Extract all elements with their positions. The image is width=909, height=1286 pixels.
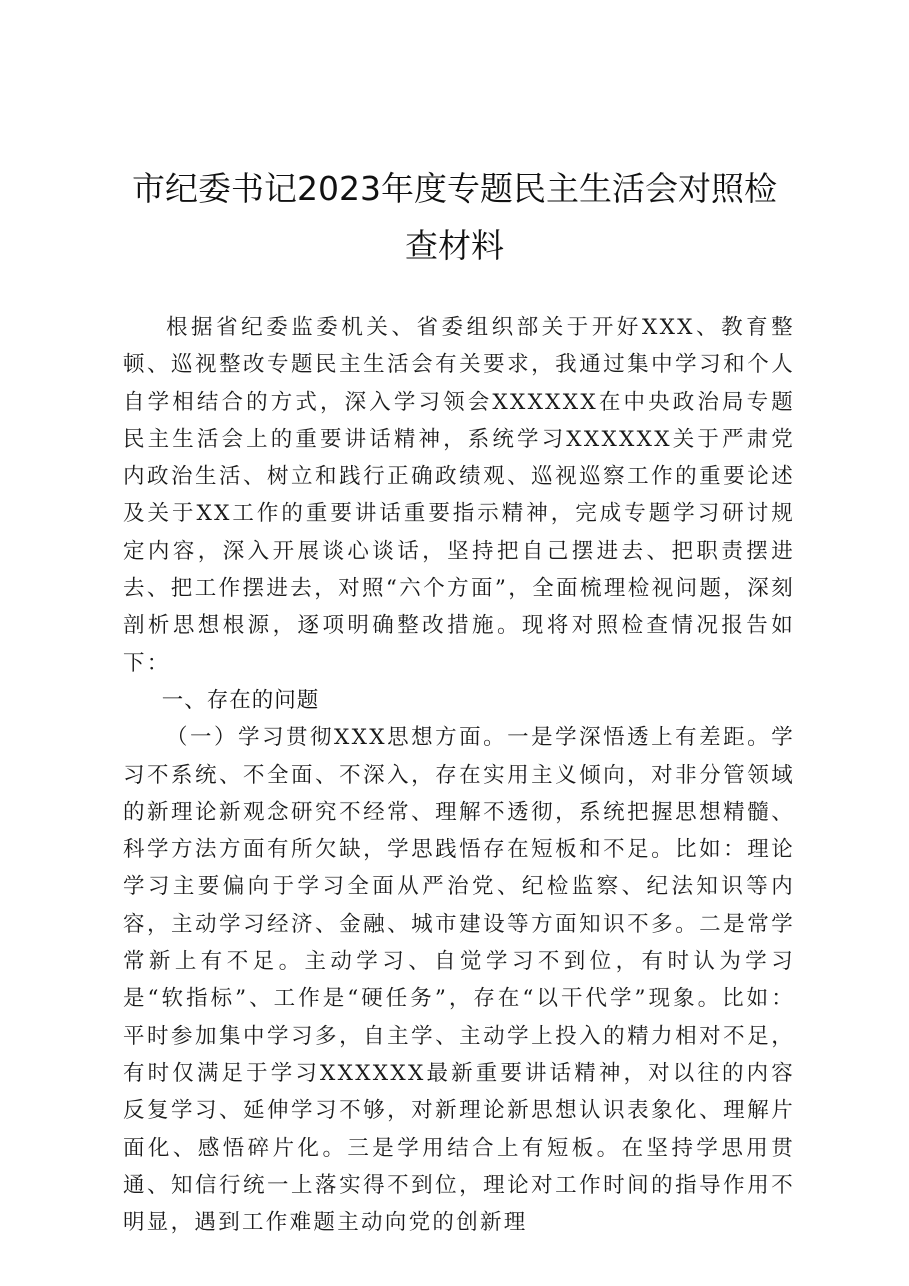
document-title-line-1: 市纪委书记2023年度专题民主生活会对照检: [132, 169, 777, 208]
document-title-line-2: 查材料: [405, 226, 504, 265]
document-body: [123, 309, 795, 1241]
intro-paragraph: 根据省纪委监委机关、省委组织部关于开好XXX、教育整顿、巡视整改专题民主生活会有关要求，我通过集中学习和个人自学相结合的方式，深入学习领会XXXXXX在中央政治局专题民主生活会上的重要讲话精神，系统学习XXXXXX关于严肃党内政治生活、树立和践行正确政绩观、巡视巡察工作的重要论述及关于XX工作的重要讲话重要指示精神，完成专题学习研讨规定内容，深入开展谈心谈话，坚持把自己摆进去、把职责摆进去、把工作摆进去，对照“六个方面”，全面梳理检视问题，深刻剖析思想根源，逐项明确整改措施。现将对照检查情况报告如下：: [123, 315, 795, 676]
section1-paragraph-1: （一）学习贯彻XXX思想方面。一是学深悟透上有差距。学习不系统、不全面、不深入，存在实用主义倾向，对非分管领域的新理论新观念研究不经常、理解不透彻，系统把握思想精髓、科学方法方面有所欠缺，学思践悟存在短板和不足。比如：理论学习主要偏向于学习全面从严治党、纪检监察、纪法知识等内容，主动学习经济、金融、城市建设等方面知识不多。二是常学常新上有不足。主动学习、自觉学习不到位，有时认为学习是“软指标”、工作是“硬任务”，存在“以干代学”现象。比如：平时参加集中学习多，自主学、主动学上投入的精力相对不足，有时仅满足于学习XXXXXX最新重要讲话精神，对以往的内容反复学习、延伸学习不够，对新理论新思想认识表象化、理解片面化、感悟碎片化。三是学用结合上有短板。在坚持学思用贯通、知信行统一上落实得不到位，理论对工作时间的指导作用不明显，遇到工作难题主动向党的创新理: [123, 725, 795, 1236]
section-heading-problems: 一、存在的问题: [161, 687, 320, 713]
document-title: [100, 160, 809, 274]
